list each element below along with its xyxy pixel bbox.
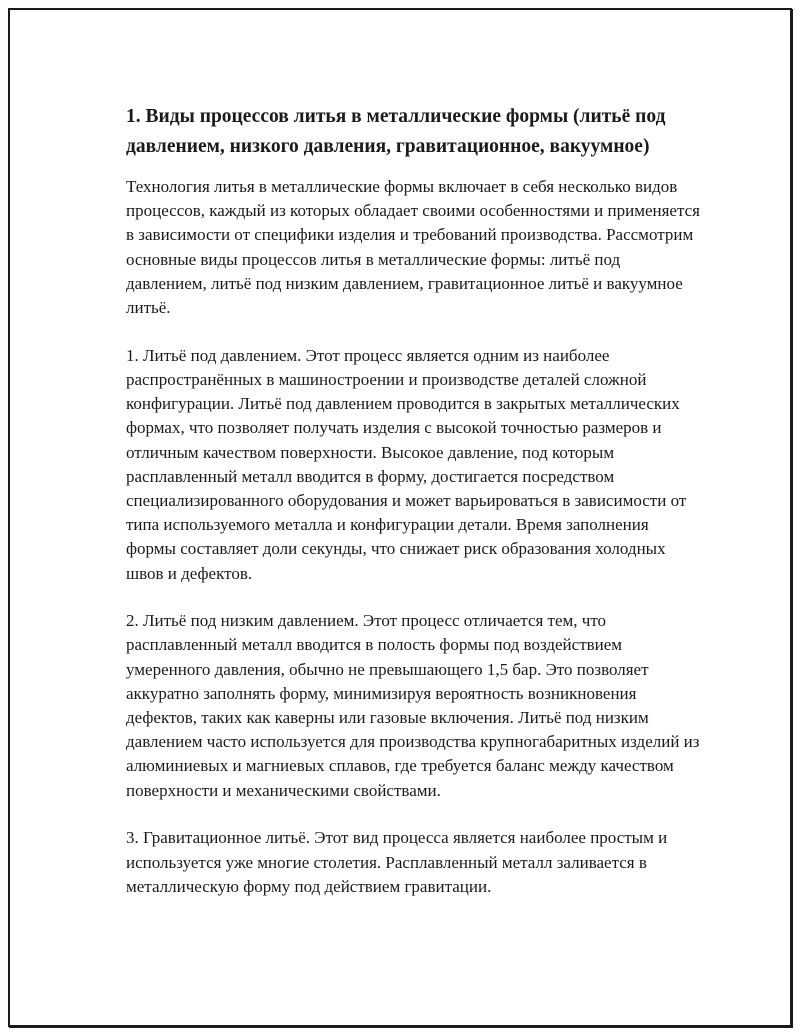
low-pressure-casting-paragraph: 2. Литьё под низким давлением. Этот процесс отличается тем, что расплавленный металл вводится в полость формы под воздействием умеренного давления, обычно не превышающего 1,5 бар. Это позволяет аккуратно заполнять форму, минимизируя вероятность возникновения дефектов, таких как каверны или газовые включения. Литьё под низким давлением часто используется для производства крупногабаритных изделий из алюминиевых и магниевых сплавов, где требуется баланс между качеством поверхности и механическими свойствами. xyxy=(126,611,700,800)
intro-paragraph: Технология литья в металлические формы включает в себя несколько видов процессов, каждый из которых обладает своими особенностями и применяется в зависимости от специфики изделия и требований производства. Рассмотрим основные виды процессов литья в металлические формы: литьё под давлением, литьё под низким давлением, гравитационное литьё и вакуумное литьё. xyxy=(126,177,700,318)
gravity-casting-paragraph: 3. Гравитационное литьё. Этот вид процесса является наиболее простым и используется уже многие столетия. Расплавленный металл заливается в металлическую форму под действием гравитации. xyxy=(126,828,668,896)
document-body xyxy=(126,102,701,922)
page-frame xyxy=(8,8,792,1027)
die-casting-paragraph: 1. Литьё под давлением. Этот процесс является одним из наиболее распространённых в машиностроении и производстве деталей сложной конфигурации. Литьё под давлением проводится в закрытых металлических формах, что позволяет получать изделия с высокой точностью размеров и отличным качеством поверхности. Высокое давление, под которым расплавленный металл вводится в форму, достигается посредством специализированного оборудования и может варьироваться в зависимости от типа используемого металла и конфигурации детали. Время заполнения формы составляет доли секунды, что снижает риск образования холодных швов и дефектов. xyxy=(126,345,687,583)
section-heading: 1. Виды процессов литья в металлические формы (литьё под давлением, низкого давления, гравитационное, вакуумное) xyxy=(126,106,666,157)
